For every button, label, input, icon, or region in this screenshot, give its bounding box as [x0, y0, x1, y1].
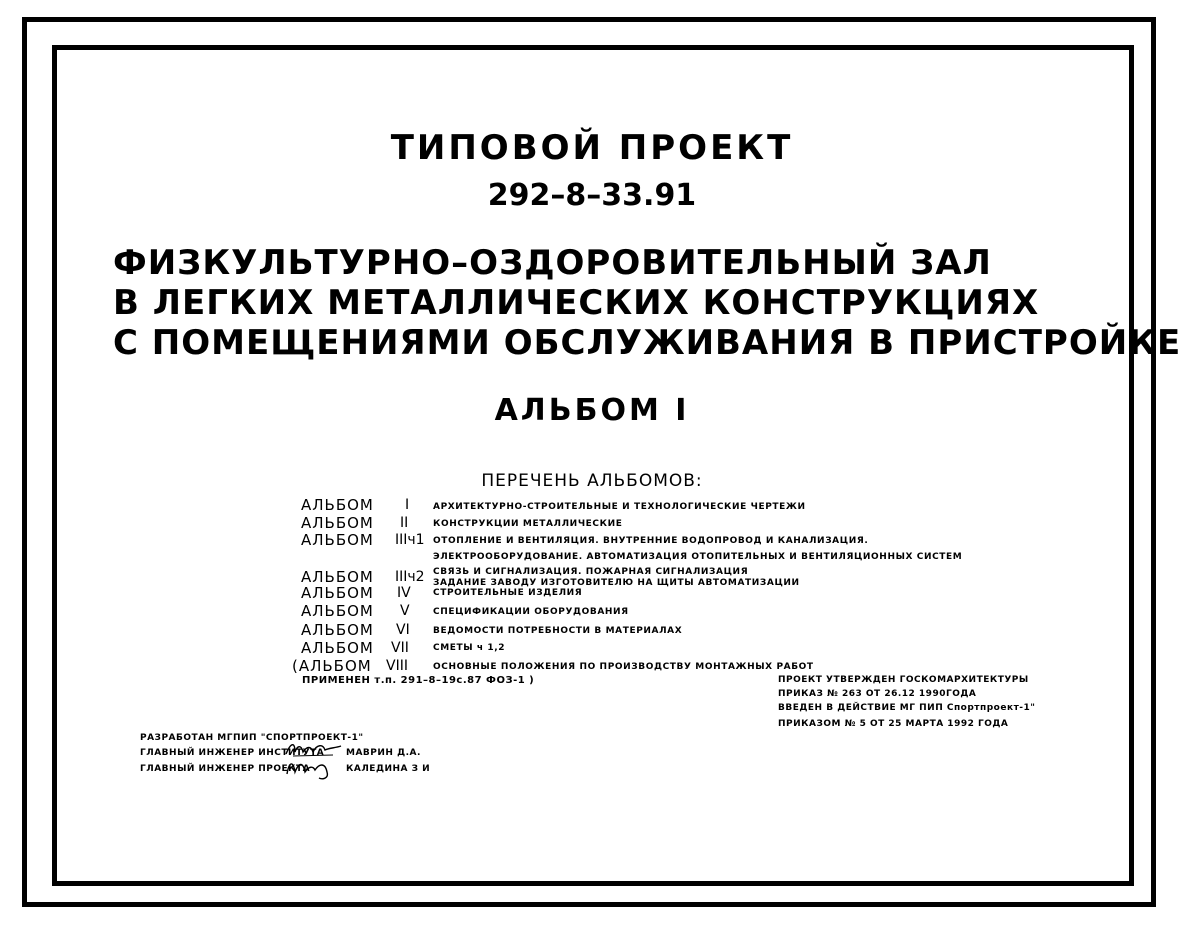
approval-line-4: ПРИКАЗОМ № 5 ОТ 25 МАРТА 1992 ГОДА	[778, 719, 1009, 729]
heading-line-2: В ЛЕГКИХ МЕТАЛЛИЧЕСКИХ КОНСТРУКЦИЯХ	[113, 283, 1040, 323]
albums-list-heading: ПЕРЕЧЕНЬ АЛЬБОМОВ:	[481, 471, 703, 491]
album-word: АЛЬБОМ	[301, 602, 374, 620]
album-number: V	[400, 603, 410, 619]
album-number: VIII	[386, 658, 408, 674]
signature-icon	[283, 756, 341, 782]
chief-institute-label: ГЛАВНЫЙ ИНЖЕНЕР ИНСТИТУТА	[140, 748, 325, 758]
album-number: VI	[396, 622, 410, 638]
applied-project-note: ПРИМЕНЕН т.п. 291–8–19с.87 ФОЗ-1 )	[302, 675, 535, 686]
album-number: IIIч2	[395, 569, 425, 585]
album-description: ОТОПЛЕНИЕ И ВЕНТИЛЯЦИЯ. ВНУТРЕННИЕ ВОДОПРОВОД И КАНАЛИЗАЦИЯ.	[433, 536, 869, 546]
album-description: КОНСТРУКЦИИ МЕТАЛЛИЧЕСКИЕ	[433, 519, 623, 529]
chief-institute-name: МАВРИН Д.А.	[346, 748, 421, 758]
inner-border	[52, 45, 1134, 886]
chief-project-name: КАЛЕДИНА З И	[346, 764, 431, 774]
album-description-cont: ЭЛЕКТРООБОРУДОВАНИЕ. АВТОМАТИЗАЦИЯ ОТОПИТЕЛЬНЫХ И ВЕНТИЛЯЦИОННЫХ СИСТЕМ	[433, 552, 963, 562]
heading-line-1: ФИЗКУЛЬТУРНО–ОЗДОРОВИТЕЛЬНЫЙ ЗАЛ	[113, 243, 992, 283]
approval-line-2: ПРИКАЗ № 263 ОТ 26.12 1990ГОДА	[778, 689, 977, 699]
album-description: ОСНОВНЫЕ ПОЛОЖЕНИЯ ПО ПРОИЗВОДСТВУ МОНТАЖНЫХ РАБОТ	[433, 662, 814, 672]
heading-line-3: С ПОМЕЩЕНИЯМИ ОБСЛУЖИВАНИЯ В ПРИСТРОЙКЕ	[113, 323, 1182, 363]
chief-project-label: ГЛАВНЫЙ ИНЖЕНЕР ПРОЕКТА	[140, 764, 311, 774]
album-number: II	[400, 515, 409, 531]
album-number: IV	[397, 585, 411, 601]
album-description: СТРОИТЕЛЬНЫЕ ИЗДЕЛИЯ	[433, 588, 583, 598]
album-number: IIIч1	[395, 532, 425, 548]
developer-line: РАЗРАБОТАН МГПИП "СПОРТПРОЕКТ-1"	[140, 733, 364, 743]
album-description: СВЯЗЬ И СИГНАЛИЗАЦИЯ. ПОЖАРНАЯ СИГНАЛИЗАЦИЯ	[433, 567, 749, 577]
album-word: АЛЬБОМ	[301, 584, 374, 602]
album-number: VII	[391, 640, 409, 656]
album-description: АРХИТЕКТУРНО-СТРОИТЕЛЬНЫЕ И ТЕХНОЛОГИЧЕСКИЕ ЧЕРТЕЖИ	[433, 502, 806, 512]
album-description-cont: ЗАДАНИЕ ЗАВОДУ ИЗГОТОВИТЕЛЮ НА ЩИТЫ АВТОМАТИЗАЦИИ	[433, 578, 800, 588]
album-word: АЛЬБОМ	[301, 639, 374, 657]
album-word: АЛЬБОМ	[301, 531, 374, 549]
album-description: ВЕДОМОСТИ ПОТРЕБНОСТИ В МАТЕРИАЛАХ	[433, 626, 683, 636]
album-word: АЛЬБОМ	[301, 496, 374, 514]
project-type-title: ТИПОВОЙ ПРОЕКТ	[390, 128, 794, 168]
album-number: I	[405, 497, 410, 513]
project-number: 292–8–33.91	[487, 178, 697, 213]
album-word: АЛЬБОМ	[301, 514, 374, 532]
approval-line-1: ПРОЕКТ УТВЕРЖДЕН ГОСКОМАРХИТЕКТУРЫ	[778, 675, 1029, 685]
album-label: АЛЬБОМ I	[494, 393, 690, 428]
album-word: АЛЬБОМ	[301, 568, 374, 586]
approval-line-3: ВВЕДЕН В ДЕЙСТВИЕ МГ ПИП Спортпроект-1"	[778, 703, 1036, 713]
album-word: (АЛЬБОМ	[292, 657, 372, 675]
album-word: АЛЬБОМ	[301, 621, 374, 639]
album-description: СПЕЦИФИКАЦИИ ОБОРУДОВАНИЯ	[433, 607, 629, 617]
album-description: СМЕТЫ ч 1,2	[433, 643, 506, 653]
